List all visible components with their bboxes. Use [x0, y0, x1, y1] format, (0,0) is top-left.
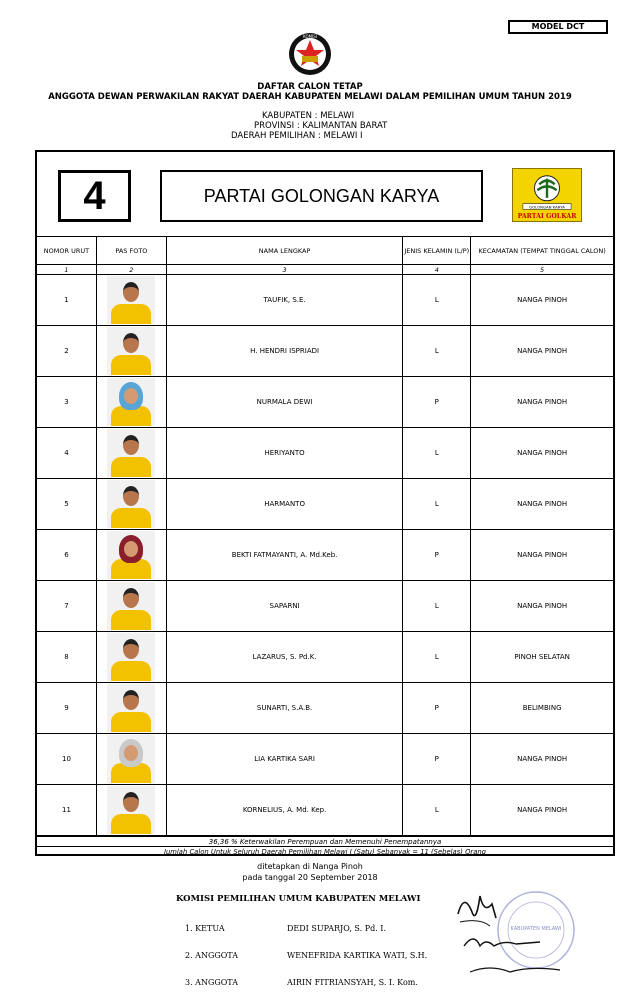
- pas-foto-cell: [96, 377, 166, 428]
- nomor-urut-cell: 2: [37, 326, 97, 377]
- date-determined: pada tanggal 20 September 2018: [242, 873, 378, 882]
- kecamatan-cell: BELIMBING: [471, 683, 614, 734]
- index-cell: 4: [403, 265, 471, 275]
- nomor-urut-cell: 4: [37, 428, 97, 479]
- nomor-urut-cell: 6: [37, 530, 97, 581]
- party-number: 4: [58, 170, 131, 222]
- stamp-center-text: KABUPATEN MELAWI: [510, 926, 562, 932]
- jenis-kelamin-cell: L: [403, 326, 471, 377]
- kecamatan-cell: NANGA PINOH: [471, 530, 614, 581]
- candidate-photo: [107, 786, 155, 834]
- nomor-urut-cell: 8: [37, 632, 97, 683]
- nama-lengkap-cell: SAPARNI: [166, 581, 403, 632]
- kpu-logo: [288, 30, 332, 78]
- kecamatan-cell: NANGA PINOH: [471, 428, 614, 479]
- total-candidates-note: Jumlah Calon Untuk Seluruh Daerah Pemilihan Melawi I (Satu) Sebanyak = 11 (Sebelas) Orang: [36, 846, 614, 856]
- signatory-role: 1. KETUA: [185, 924, 225, 933]
- index-cell: 2: [96, 265, 166, 275]
- jenis-kelamin-cell: L: [403, 785, 471, 836]
- pas-foto-cell: [96, 632, 166, 683]
- signatory-name: WENEFRIDA KARTIKA WATI, S.H.: [287, 951, 428, 960]
- header-nomor-urut: NOMOR URUT: [37, 237, 97, 265]
- pas-foto-cell: [96, 479, 166, 530]
- kecamatan-cell: NANGA PINOH: [471, 377, 614, 428]
- pas-foto-cell: [96, 428, 166, 479]
- signatory-name: AIRIN FITRIANSYAH, S. I. Kom.: [287, 978, 418, 987]
- nama-lengkap-cell: KORNELIUS, A. Md. Kep.: [166, 785, 403, 836]
- candidate-photo: [107, 480, 155, 528]
- header-kecamatan: KECAMATAN (TEMPAT TINGGAL CALON): [471, 237, 614, 265]
- golkar-logo: [512, 168, 582, 222]
- table-row: [37, 734, 614, 785]
- table-row: [37, 377, 614, 428]
- kecamatan-cell: NANGA PINOH: [471, 275, 614, 326]
- nama-lengkap-cell: LAZARUS, S. Pd.K.: [166, 632, 403, 683]
- jenis-kelamin-cell: L: [403, 428, 471, 479]
- jenis-kelamin-cell: L: [403, 632, 471, 683]
- party-name: PARTAI GOLONGAN KARYA: [160, 170, 483, 222]
- jenis-kelamin-cell: L: [403, 581, 471, 632]
- signatory-role: 2. ANGGOTA: [185, 951, 238, 960]
- header-pas-foto: PAS FOTO: [96, 237, 166, 265]
- table-row: [37, 326, 614, 377]
- signatory-role: 3. ANGGOTA: [185, 978, 238, 987]
- nomor-urut-cell: 10: [37, 734, 97, 785]
- provinsi-info: PROVINSI : KALIMANTAN BARAT: [254, 121, 388, 131]
- nama-lengkap-cell: BEKTI FATMAYANTI, A. Md.Keb.: [166, 530, 403, 581]
- table-row: [37, 785, 614, 836]
- kecamatan-cell: NANGA PINOH: [471, 734, 614, 785]
- index-cell: 3: [166, 265, 403, 275]
- candidate-photo: [107, 531, 155, 579]
- table-row: [37, 428, 614, 479]
- nama-lengkap-cell: HERIYANTO: [166, 428, 403, 479]
- candidate-photo: [107, 735, 155, 783]
- table-row: [37, 530, 614, 581]
- svg-text:KOMISI: KOMISI: [303, 34, 317, 39]
- komisi-title: KOMISI PEMILIHAN UMUM KABUPATEN MELAWI: [176, 894, 421, 904]
- golkar-logo-subcaption: GOLONGAN KARYA: [529, 204, 565, 210]
- nomor-urut-cell: 7: [37, 581, 97, 632]
- golkar-logo-caption: PARTAI GOLKAR: [517, 213, 577, 221]
- pas-foto-cell: [96, 581, 166, 632]
- table-row: [37, 479, 614, 530]
- nomor-urut-cell: 9: [37, 683, 97, 734]
- pas-foto-cell: [96, 275, 166, 326]
- nomor-urut-cell: 11: [37, 785, 97, 836]
- candidate-photo: [107, 429, 155, 477]
- candidate-photo: [107, 276, 155, 324]
- jenis-kelamin-cell: P: [403, 530, 471, 581]
- table-row: [37, 683, 614, 734]
- document-subtitle: ANGGOTA DEWAN PERWAKILAN RAKYAT DAERAH KABUPATEN MELAWI DALAM PEMILIHAN UMUM TAHUN 2019: [48, 92, 572, 102]
- kecamatan-cell: NANGA PINOH: [471, 581, 614, 632]
- candidate-table: [36, 236, 614, 836]
- kecamatan-cell: PINOH SELATAN: [471, 632, 614, 683]
- table-row: [37, 275, 614, 326]
- pas-foto-cell: [96, 734, 166, 785]
- index-cell: 1: [37, 265, 97, 275]
- index-cell: 5: [471, 265, 614, 275]
- kecamatan-cell: NANGA PINOH: [471, 785, 614, 836]
- nama-lengkap-cell: H. HENDRI ISPRIADI: [166, 326, 403, 377]
- jenis-kelamin-cell: L: [403, 275, 471, 326]
- nama-lengkap-cell: SUNARTI, S.A.B.: [166, 683, 403, 734]
- kecamatan-cell: NANGA PINOH: [471, 326, 614, 377]
- candidate-photo: [107, 582, 155, 630]
- pas-foto-cell: [96, 683, 166, 734]
- table-row: [37, 581, 614, 632]
- table-row: [37, 632, 614, 683]
- dapil-info: DAERAH PEMILIHAN : MELAWI I: [231, 131, 363, 141]
- table-header-row: [37, 237, 614, 265]
- model-label: MODEL DCT: [508, 20, 608, 34]
- women-representation-note: 36,36 % Keterwakilan Perempuan dan Memenuhi Penempatannya: [36, 836, 614, 846]
- candidate-rows: [37, 275, 614, 836]
- table-index-row: [37, 265, 614, 275]
- pas-foto-cell: [96, 530, 166, 581]
- candidate-photo: [107, 327, 155, 375]
- jenis-kelamin-cell: P: [403, 683, 471, 734]
- kabupaten-info: KABUPATEN : MELAWI: [262, 111, 355, 121]
- jenis-kelamin-cell: L: [403, 479, 471, 530]
- place-determined: ditetapkan di Nanga Pinoh: [257, 862, 363, 871]
- header-jenis-kelamin: JENIS KELAMIN (L/P): [403, 237, 471, 265]
- header-nama-lengkap: NAMA LENGKAP: [166, 237, 403, 265]
- pas-foto-cell: [96, 785, 166, 836]
- signatory-name: DEDI SUPARJO, S. Pd. I.: [287, 924, 386, 933]
- nomor-urut-cell: 3: [37, 377, 97, 428]
- document-title: DAFTAR CALON TETAP: [257, 82, 363, 92]
- nama-lengkap-cell: HARMANTO: [166, 479, 403, 530]
- nama-lengkap-cell: NURMALA DEWI: [166, 377, 403, 428]
- jenis-kelamin-cell: P: [403, 734, 471, 785]
- nama-lengkap-cell: LIA KARTIKA SARI: [166, 734, 403, 785]
- nomor-urut-cell: 5: [37, 479, 97, 530]
- candidate-photo: [107, 378, 155, 426]
- signature-stamp: [450, 884, 578, 984]
- nama-lengkap-cell: TAUFIK, S.E.: [166, 275, 403, 326]
- kecamatan-cell: NANGA PINOH: [471, 479, 614, 530]
- pas-foto-cell: [96, 326, 166, 377]
- candidate-photo: [107, 684, 155, 732]
- jenis-kelamin-cell: P: [403, 377, 471, 428]
- nomor-urut-cell: 1: [37, 275, 97, 326]
- candidate-photo: [107, 633, 155, 681]
